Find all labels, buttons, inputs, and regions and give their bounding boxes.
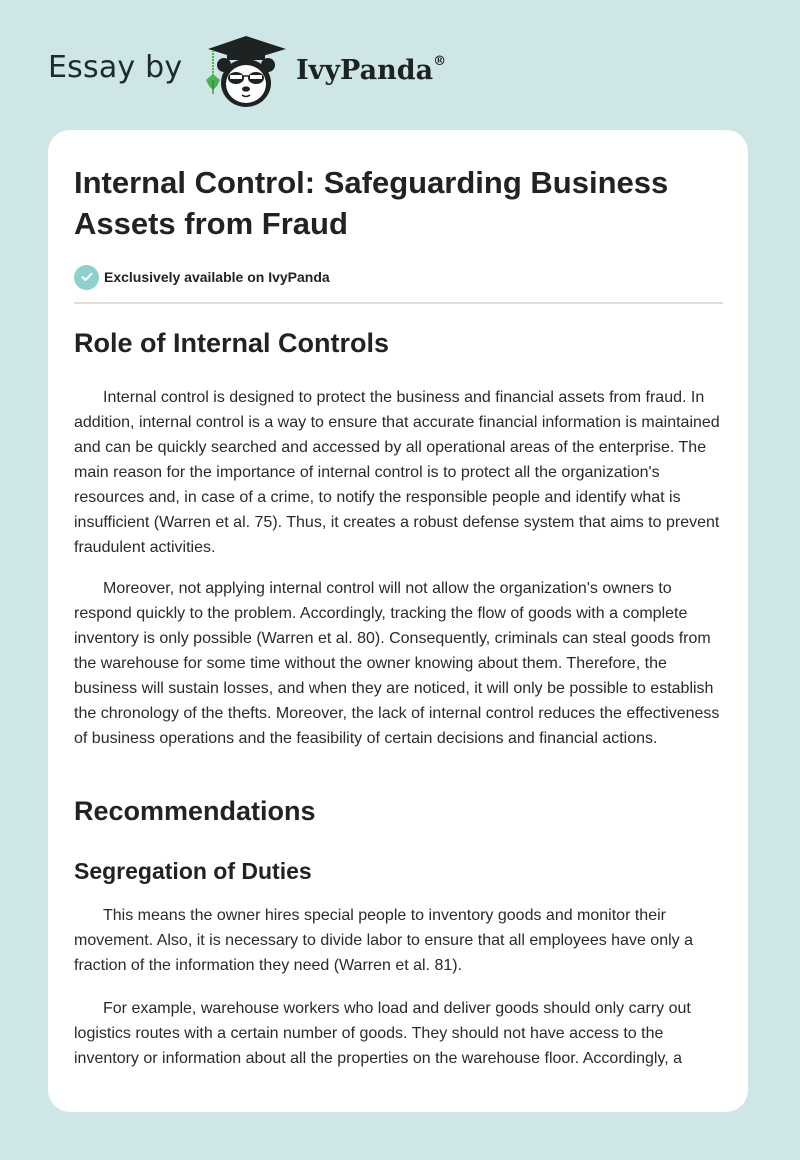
section-heading-role-of-internal-controls: Role of Internal Controls: [74, 328, 390, 358]
subsection-heading-segregation-of-duties: Segregation of Duties: [74, 858, 312, 884]
paragraph: Internal control is designed to protect the business and financial assets from fraud. In addition, internal control is a way to ensure that accurate financial information is maintained and can be quickly searched and accessed by all operational areas of the enterprise. The main reason for the importance of internal control is to protect all the organization's resources and, in case of a crime, to notify the responsible people and identify what is insufficient (Warren et al. 75). Thus, it creates a robust defense system that aims to prevent fraudulent activities.: [74, 389, 720, 556]
paragraph: This means the owner hires special people to inventory goods and monitor their movement. Also, it is necessary to divide labor to ensure that all employees have only a fraction of the information they need (Warren et al. 81).: [74, 907, 693, 974]
page-title: Internal Control: Safeguarding Business Assets from Fraud: [74, 165, 669, 241]
paragraph: For example, warehouse workers who load and deliver goods should only carry out logistics routes with a certain number of goods. They should not have access to the inventory or information about all the properties on the warehouse floor. Accordingly, a: [74, 1000, 691, 1067]
essay-card: [48, 130, 748, 1112]
brand-name-text: IvyPanda: [296, 55, 434, 86]
exclusive-badge: [74, 264, 330, 290]
paragraph: Moreover, not applying internal control will not allow the organization's owners to respond quickly to the problem. Accordingly, tracking the flow of goods with a complete inventory is only possible (Warren et al. 80). Consequently, criminals can steal goods from the warehouse for some time without the owner knowing about them. Therefore, the business will sustain losses, and when they are noticed, it will only be possible to establish the chronology of the thefts. Moreover, the lack of internal control reduces the effectiveness of business operations and the feasibility of certain decisions and financial actions.: [74, 580, 720, 747]
site-header: [0, 0, 800, 130]
section-heading-recommendations: Recommendations: [74, 796, 316, 826]
registered-mark: ®: [433, 54, 447, 69]
brand-name[interactable]: [296, 55, 446, 86]
check-circle-icon: [74, 265, 99, 290]
essay-by-label: Essay by: [48, 50, 183, 85]
panda-graduation-cap-icon[interactable]: [200, 34, 292, 110]
title-divider: [74, 302, 723, 304]
badge-text: Exclusively available on IvyPanda: [104, 269, 330, 285]
